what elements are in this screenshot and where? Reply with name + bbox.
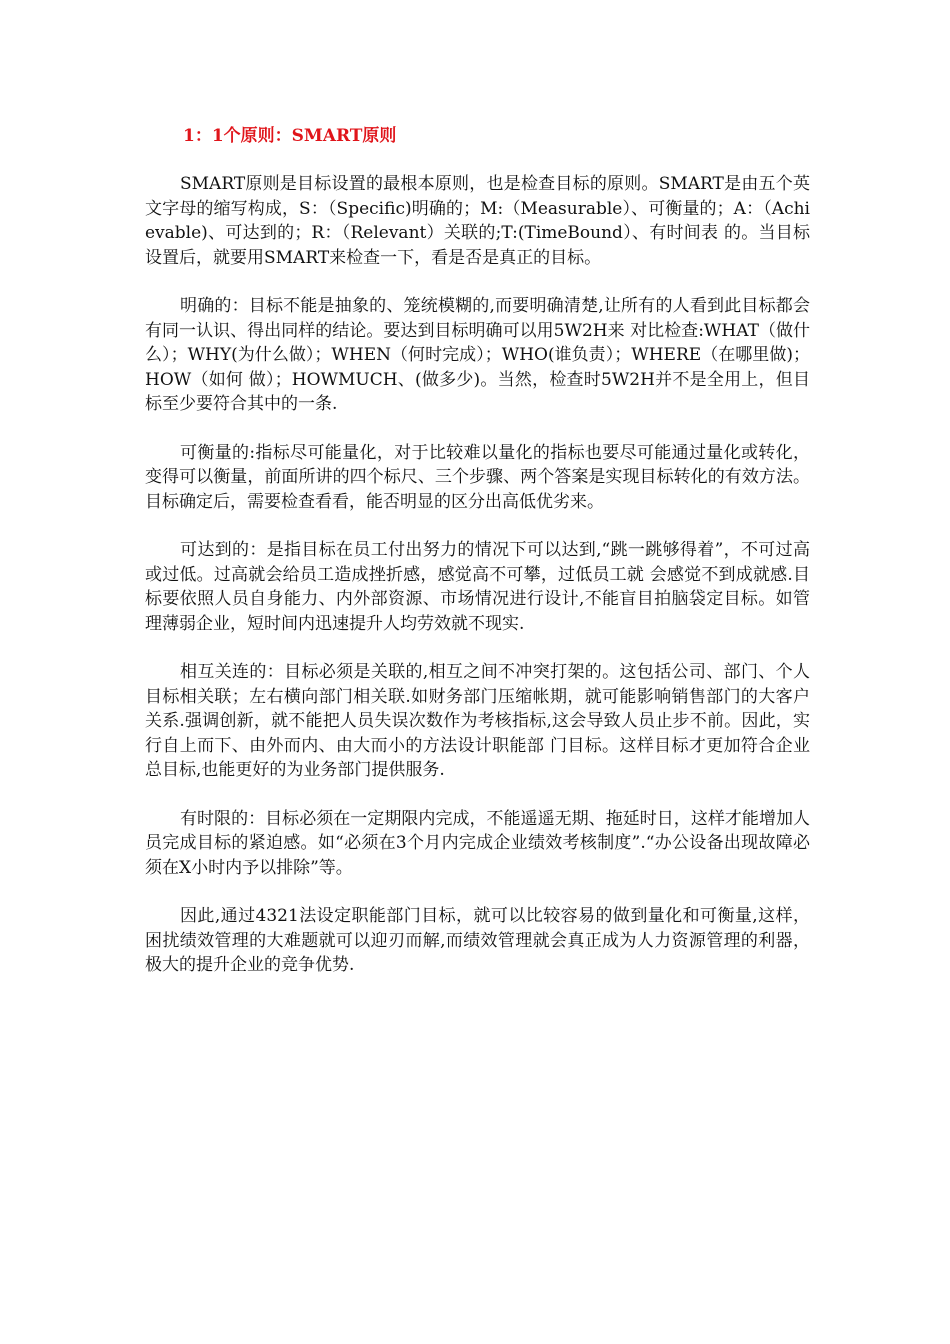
paragraph-achievable: 可达到的：是指目标在员工付出努力的情况下可以达到,“跳一跳够得着”，不可过高或过低。过高就会给员工造成挫折感，感觉高不可攀，过低员工就 会感觉不到成就感.目标要依照人员自身能力、内外部资源、市场情况进行设计,不能盲目拍脑袋定目标。如管理薄弱企业，短时间内迅速提升人均劳效就不现实.	[145, 540, 810, 634]
paragraph-conclusion: 因此,通过4321法设定职能部门目标，就可以比较容易的做到量化和可衡量,这样，困扰绩效管理的大难题就可以迎刃而解,而绩效管理就会真正成为人力资源管理的利器，极大的提升企业的竞争优势.	[145, 906, 810, 975]
paragraph-relevant: 相互关连的：目标必须是关联的,相互之间不冲突打架的。这包括公司、部门、个人目标相关联；左右横向部门相关联.如财务部门压缩帐期，就可能影响销售部门的大客户关系.强调创新，就不能把人员失误次数作为考核指标,这会导致人员止步不前。因此，实行自上而下、由外而内、由大而小的方法设计职能部 门目标。这样目标才更加符合企业总目标,也能更好的为业务部门提供服务.	[145, 662, 810, 780]
document-page	[145, 124, 810, 1002]
paragraph-smart-intro: SMART原则是目标设置的最根本原则，也是检查目标的原则。SMART是由五个英文字母的缩写构成，S：（Specific)明确的；M:（Measurable）、可衡量的；A：（Achievable)、可达到的；R：（Relevant）关联的;T:(TimeBound）、有时间表 的。当目标设置后，就要用SMART来检查一下，看是否是真正的目标。	[145, 174, 810, 268]
paragraph-specific: 明确的：目标不能是抽象的、笼统模糊的,而要明确清楚,让所有的人看到此目标都会有同一认识、得出同样的结论。要达到目标明确可以用5W2H来 对比检查:WHAT（做什么）；WHY(为什么做）；WHEN（何时完成）；WHO(谁负责）；WHERE（在哪里做)；HOW（如何 做）；HOWMUCH、(做多少)。当然，检查时5W2H并不是全用上，但目标至少要符合其中的一条.	[145, 296, 810, 414]
paragraph-time-bound: 有时限的：目标必须在一定期限内完成，不能遥遥无期、拖延时日，这样才能增加人员完成目标的紧迫感。如“必须在3个月内完成企业绩效考核制度”.“办公设备出现故障必须在X小时内予以排除”等。	[145, 808, 810, 878]
section-heading: 1：1个原则：SMART原则	[183, 126, 397, 146]
paragraph-measurable: 可衡量的:指标尽可能量化，对于比较难以量化的指标也要尽可能通过量化或转化，变得可以衡量，前面所讲的四个标尺、三个步骤、两个答案是实现目标转化的有效方法。目标确定后，需要检查看看，能否明显的区分出高低优劣来。	[145, 442, 810, 512]
